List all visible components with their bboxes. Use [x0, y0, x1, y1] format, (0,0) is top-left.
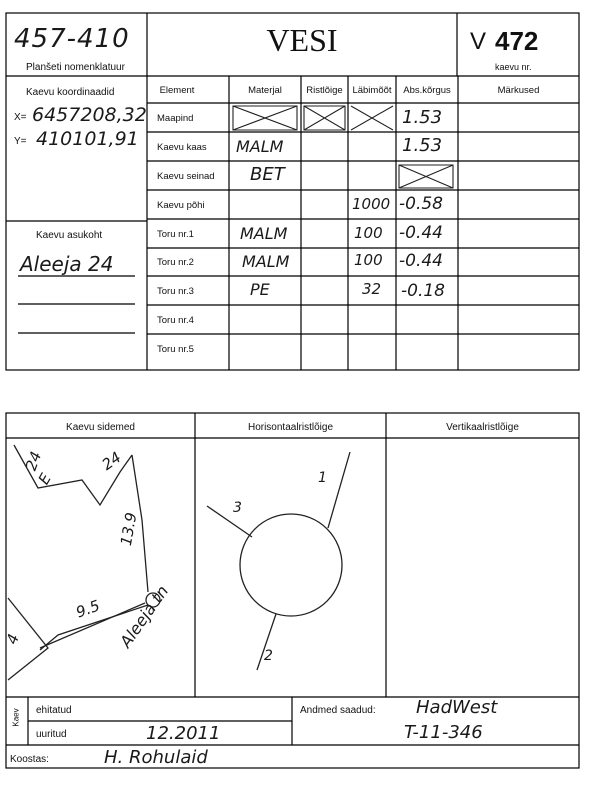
horizontal-section [207, 452, 350, 670]
col-header-element: Element [159, 85, 195, 96]
panel-title-ties: Kaevu sidemed [66, 422, 135, 433]
well-circle [240, 514, 342, 616]
well-side-label: Kaev [11, 708, 21, 727]
row-label-pipe-1: Toru nr.1 [157, 229, 194, 240]
coords-label: Kaevu koordinaadid [26, 87, 115, 98]
row-label-pipe-3: Toru nr.3 [157, 286, 194, 297]
x-coordinate: 6457208,32 [32, 104, 147, 126]
row-label-ground: Maapind [157, 113, 194, 124]
y-prefix: Y= [14, 136, 27, 147]
panel-title-vertical: Vertikaalristlõige [446, 422, 519, 433]
material-lid: MALM [236, 137, 284, 156]
sheet-number: 457-410 [14, 24, 130, 54]
col-header-material: Materjal [248, 85, 282, 96]
abs-bottom: -0.58 [399, 194, 443, 214]
y-coordinate: 410101,91 [36, 128, 139, 150]
abs-pipe-3: -0.18 [401, 281, 445, 301]
pipe-label-3: 3 [233, 500, 242, 516]
row-label-walls: Kaevu seinad [157, 171, 215, 182]
sketch-label-9-5: 9.5 [73, 596, 103, 622]
sketch-label-13-9: 13.9 [116, 510, 141, 548]
surveyed-value: 12.2011 [146, 723, 221, 744]
abs-pipe-2: -0.44 [399, 251, 443, 271]
diameter-pipe-2: 100 [354, 251, 383, 269]
abs-lid: 1.53 [402, 135, 443, 156]
pipe-3-line [207, 506, 252, 537]
col-header-notes: Märkused [497, 85, 540, 96]
location-label: Kaevu asukoht [36, 230, 103, 241]
diameter-pipe-1: 100 [354, 224, 383, 242]
material-pipe-1: MALM [240, 224, 288, 243]
built-label: ehitatud [36, 705, 72, 716]
diameter-bottom: 1000 [352, 195, 391, 213]
data-from-value: HadWest [416, 697, 498, 718]
sketch-label-4: 4 [2, 631, 23, 647]
compiled-label: Koostas: [10, 754, 49, 765]
abs-ground: 1.53 [402, 107, 443, 128]
data-from-label: Andmed saadud: [300, 705, 376, 716]
material-pipe-3: PE [250, 280, 270, 299]
material-walls: BET [250, 164, 285, 185]
col-header-cross-section: Ristlõige [306, 85, 343, 96]
sketch-label-24-right: 24 [98, 448, 125, 474]
page-title: VESI [266, 22, 338, 58]
well-number: 472 [495, 26, 539, 56]
abs-pipe-1: -0.44 [399, 223, 443, 243]
sketch-street-name: Aleeja tn [116, 581, 173, 651]
col-header-abs-height: Abs.kõrgus [403, 85, 451, 96]
pipe-1-line [328, 452, 350, 528]
row-label-pipe-2: Toru nr.2 [157, 257, 194, 268]
compiled-value: H. Rohulaid [104, 747, 208, 768]
row-label-bottom: Kaevu põhi [157, 200, 205, 211]
sheet-label: Planšeti nomenklatuur [26, 62, 125, 73]
row-label-pipe-5: Toru nr.5 [157, 344, 194, 355]
row-label-lid: Kaevu kaas [157, 142, 207, 153]
sketch-label-24-left: 24 [21, 448, 46, 474]
material-pipe-2: MALM [242, 252, 290, 271]
col-header-diameter: Läbimõõt [352, 85, 392, 96]
row-label-pipe-4: Toru nr.4 [157, 315, 194, 326]
pipe-label-1: 1 [318, 470, 327, 486]
surveyed-label: uuritud [36, 729, 67, 740]
diameter-pipe-3: 32 [362, 280, 382, 298]
data-from-code: T-11-346 [404, 722, 483, 743]
x-prefix: X= [14, 112, 27, 123]
sketch-label-e: E [34, 470, 55, 488]
pipe-label-2: 2 [264, 648, 273, 664]
well-prefix: V [470, 28, 487, 55]
well-label: kaevu nr. [495, 62, 532, 72]
panel-title-horizontal: Horisontaalristlõige [247, 422, 334, 433]
location-value: Aleeja 24 [20, 252, 114, 276]
ties-sketch [8, 445, 160, 680]
